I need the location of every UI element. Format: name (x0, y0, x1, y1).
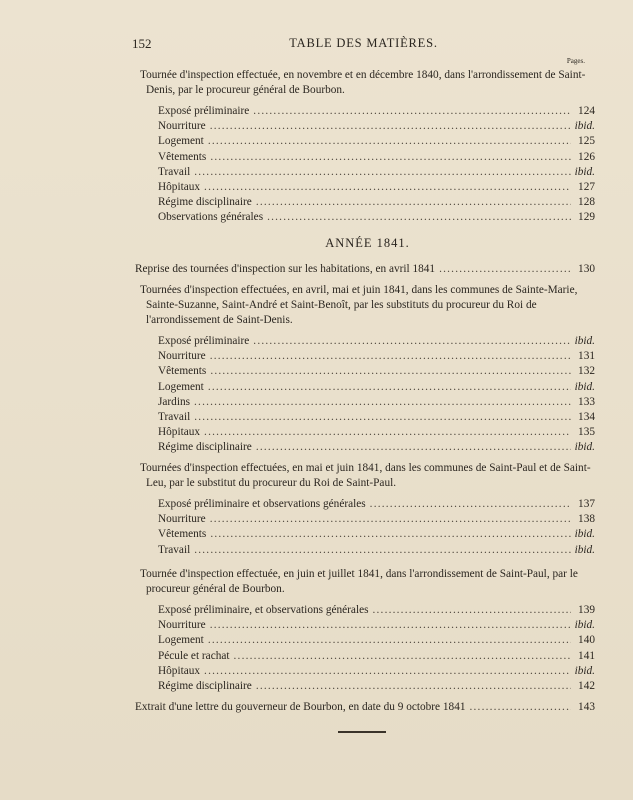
entry-label: Travail (158, 410, 191, 423)
leader-dots (210, 119, 571, 134)
entry-label: Régime disciplinaire (158, 196, 252, 209)
toc-entry (158, 380, 595, 395)
entry-label: Logement (158, 380, 204, 393)
entry-page: ibid. (574, 441, 595, 454)
entry-page: 141 (578, 649, 595, 662)
toc-entry (158, 633, 595, 648)
toc-entry (158, 664, 595, 679)
toc-entry (158, 364, 595, 379)
leader-dots (253, 104, 571, 119)
leader-dots (194, 165, 570, 180)
entry-label: Hôpitaux (158, 180, 201, 193)
entry-page: ibid. (574, 528, 595, 541)
entry-page: 134 (578, 410, 595, 423)
toc-entry (158, 334, 595, 349)
running-title: TABLE DES MATIÈRES. (289, 36, 438, 50)
section-intro: Tournée d'inspection effectuée, en novembre et en décembre 1840, dans l'arrondissement de Saint-Denis, par le procureur général de Bourbon. (140, 69, 586, 96)
entry-label: Hôpitaux (158, 664, 201, 677)
entry-label: Travail (158, 543, 191, 556)
toc-entry (158, 349, 595, 364)
entry-page: 127 (578, 180, 595, 193)
entry-label: Régime disciplinaire (158, 679, 252, 692)
entry-label: Travail (158, 165, 191, 178)
entry-page: ibid. (574, 619, 595, 632)
leader-dots (208, 633, 571, 648)
leader-dots (204, 425, 571, 440)
page-number: 152 (132, 36, 152, 51)
entry-label: Observations générales (158, 211, 264, 224)
leader-dots (210, 364, 571, 379)
leader-dots (373, 603, 572, 618)
entry-label: Extrait d'une lettre du gouverneur de Bourbon, en date du 9 octobre 1841 (135, 701, 466, 713)
entry-label: Jardins (158, 395, 191, 408)
leader-dots (208, 380, 571, 395)
entry-page: 143 (578, 701, 595, 713)
entry-page: 129 (578, 211, 595, 224)
leader-dots (194, 543, 570, 558)
toc-entries (158, 334, 595, 456)
entry-page: 128 (578, 196, 595, 209)
leader-dots (210, 512, 571, 527)
entry-page: 125 (578, 135, 595, 148)
toc-entry (158, 679, 595, 694)
toc-section-1840 (140, 68, 595, 226)
entry-page: 132 (578, 365, 595, 378)
leader-dots (256, 195, 571, 210)
toc-entry (158, 134, 595, 149)
toc-section-1841-c (140, 567, 595, 694)
entry-label: Nourriture (158, 120, 206, 133)
entry-page: 124 (578, 105, 595, 117)
leader-dots (439, 262, 571, 277)
toc-section-1841-b (140, 461, 595, 558)
entry-page: ibid. (574, 543, 595, 556)
entry-label: Pécule et rachat (158, 649, 230, 662)
entry-label: Exposé préliminaire, et observations générales (158, 604, 369, 616)
closing-rule (338, 731, 386, 733)
leader-dots (210, 618, 571, 633)
entry-page: ibid. (574, 335, 595, 347)
toc-entry (158, 527, 595, 542)
entry-page: 138 (578, 513, 595, 526)
section-intro: Tournée d'inspection effectuée, en juin et juillet 1841, dans l'arrondissement de Saint-Paul, par le procureur général de Bourbon. (140, 568, 578, 595)
leader-dots (253, 334, 570, 349)
leader-dots (210, 150, 571, 165)
section-intro: Tournées d'inspection effectuées, en avril, mai et juin 1841, dans les communes de Sainte-Marie, Sainte-Suzanne, Saint-André et Saint-Benoît, par les substituts du procureur du Roi de l'arrondissement de Saint-Denis. (140, 284, 578, 326)
toc-section-1841-a (140, 283, 595, 456)
leader-dots (256, 440, 571, 455)
entry-label: Exposé préliminaire (158, 335, 250, 347)
entry-label: Vêtements (158, 365, 207, 378)
entry-page: 135 (578, 426, 595, 439)
leader-dots (210, 527, 570, 542)
entry-label: Nourriture (158, 513, 206, 526)
toc-entry (158, 165, 595, 180)
leader-dots (210, 349, 571, 364)
pages-column-label: Pages. (566, 57, 585, 65)
toc-entries (158, 497, 595, 558)
leader-dots (370, 497, 571, 512)
entry-page: 139 (578, 604, 595, 616)
leader-dots (204, 664, 571, 679)
entry-label: Logement (158, 135, 204, 148)
year-heading: ANNÉE 1841. (325, 236, 410, 250)
entry-page: 126 (578, 150, 595, 163)
toc-entries (158, 603, 595, 694)
entry-label: Nourriture (158, 619, 206, 632)
entry-page: 131 (578, 350, 595, 363)
entry-label: Logement (158, 634, 204, 647)
entry-page: ibid. (574, 120, 595, 133)
entry-page: 140 (578, 634, 595, 647)
toc-entry (158, 440, 595, 455)
toc-entry (158, 180, 595, 195)
toc-entry (158, 618, 595, 633)
leader-dots (194, 395, 571, 410)
toc-entry (158, 104, 595, 119)
toc-entry (158, 543, 595, 558)
leader-dots (470, 700, 572, 715)
entry-page: ibid. (574, 664, 595, 677)
entry-label: Régime disciplinaire (158, 441, 252, 454)
toc-entry (158, 150, 595, 165)
entry-label: Vêtements (158, 528, 207, 541)
toc-single-entry (135, 262, 595, 277)
toc-entry (158, 395, 595, 410)
section-intro: Tournées d'inspection effectuées, en mai et juin 1841, dans les communes de Saint-Paul et de Saint-Leu, par le substitut du procureur du Roi de Saint-Paul. (140, 462, 591, 489)
entry-label: Reprise des tournées d'inspection sur les habitations, en avril 1841 (135, 263, 436, 275)
entry-page: 130 (578, 263, 595, 275)
toc-entry (158, 195, 595, 210)
toc-entry (158, 410, 595, 425)
entry-page: 137 (578, 498, 595, 510)
entry-page: ibid. (574, 380, 595, 393)
toc-entry (158, 425, 595, 440)
page-header (132, 36, 595, 52)
leader-dots (267, 210, 571, 225)
entry-label: Nourriture (158, 350, 206, 363)
toc-closing-entry (135, 700, 595, 715)
toc-entry (158, 119, 595, 134)
toc-entries (158, 104, 595, 226)
leader-dots (208, 134, 571, 149)
entry-page: 133 (578, 395, 595, 408)
entry-label: Exposé préliminaire (158, 105, 250, 117)
entry-label: Vêtements (158, 150, 207, 163)
toc-entry (158, 497, 595, 512)
toc-entry (158, 210, 595, 225)
entry-label: Exposé préliminaire et observations générales (158, 498, 366, 510)
leader-dots (204, 180, 571, 195)
leader-dots (256, 679, 571, 694)
toc-entry (158, 512, 595, 527)
toc-entry (158, 603, 595, 618)
toc-entry (158, 649, 595, 664)
entry-label: Hôpitaux (158, 426, 201, 439)
leader-dots (194, 410, 571, 425)
leader-dots (234, 649, 571, 664)
entry-page: 142 (578, 679, 595, 692)
entry-page: ibid. (574, 165, 595, 178)
